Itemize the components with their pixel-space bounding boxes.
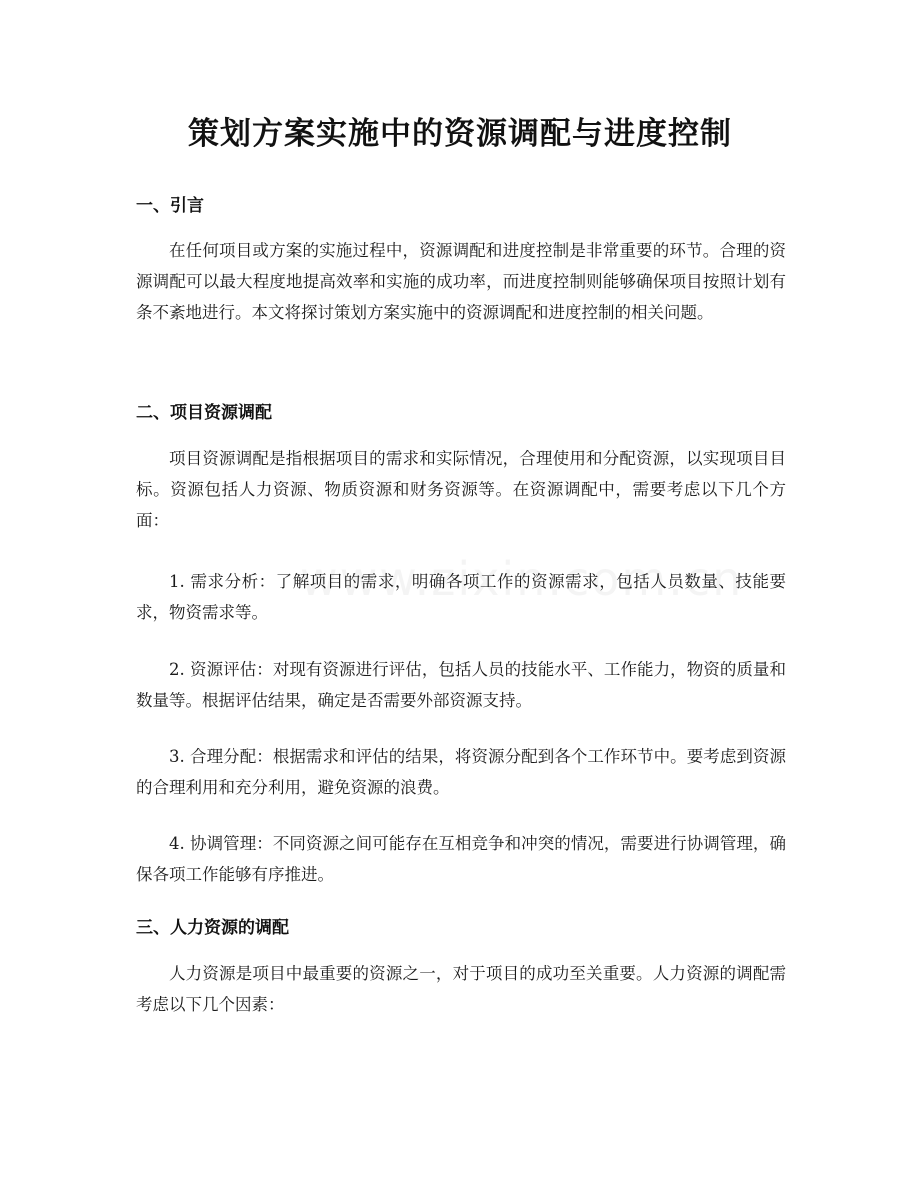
section-heading-resource-allocation: 二、项目资源调配 xyxy=(136,403,272,423)
list-item-coordination-management: 4. 协调管理：不同资源之间可能存在互相竞争和冲突的情况，需要进行协调管理，确保各项工作能够有序推进。 xyxy=(136,834,786,884)
paragraph-human-resources: 人力资源是项目中最重要的资源之一，对于项目的成功至关重要。人力资源的调配需考虑以下几个因素： xyxy=(136,964,786,1014)
section-heading-intro: 一、引言 xyxy=(136,196,204,216)
paragraph-intro: 在任何项目或方案的实施过程中，资源调配和进度控制是非常重要的环节。合理的资源调配可以最大程度地提高效率和实施的成功率，而进度控制则能够确保项目按照计划有条不紊地进行。本文将探讨策划方案实施中的资源调配和进度控制的相关问题。 xyxy=(136,241,786,322)
page-title: 策划方案实施中的资源调配与进度控制 xyxy=(188,116,732,152)
list-item-resource-evaluation: 2. 资源评估：对现有资源进行评估，包括人员的技能水平、工作能力，物资的质量和数量等。根据评估结果，确定是否需要外部资源支持。 xyxy=(136,660,786,710)
list-item-demand-analysis: 1. 需求分析：了解项目的需求，明确各项工作的资源需求，包括人员数量、技能要求，物资需求等。 xyxy=(136,572,786,622)
paragraph-resource-allocation: 项目资源调配是指根据项目的需求和实际情况，合理使用和分配资源，以实现项目目标。资源包括人力资源、物质资源和财务资源等。在资源调配中，需要考虑以下几个方面： xyxy=(136,449,786,530)
section-heading-human-resources: 三、人力资源的调配 xyxy=(136,918,289,938)
list-item-reasonable-allocation: 3. 合理分配：根据需求和评估的结果，将资源分配到各个工作环节中。要考虑到资源的合理利用和充分利用，避免资源的浪费。 xyxy=(136,747,786,797)
